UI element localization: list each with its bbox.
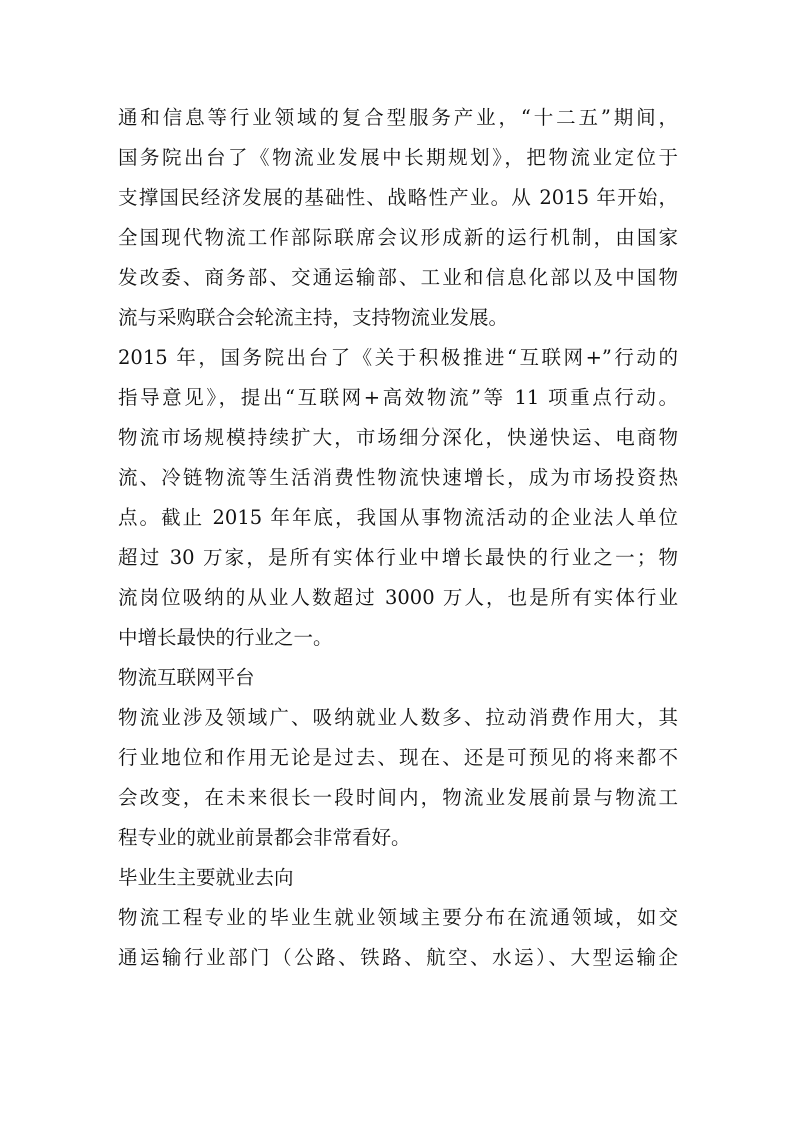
text-line: 通和信息等行业领域的复合型服务产业，“十二五”期间，	[118, 106, 678, 129]
section-heading: 毕业生主要就业去向	[118, 866, 294, 889]
text-line: 会改变，在未来很长一段时间内，物流业发展前景与物流工	[118, 786, 678, 809]
text-line: 支撑国民经济发展的基础性、战略性产业。从 2015 年开始，	[118, 186, 678, 209]
text-line: 物流工程专业的毕业生就业领域主要分布在流通领域，如交	[118, 906, 678, 929]
text-line: 流、冷链物流等生活消费性物流快速增长，成为市场投资热	[118, 466, 678, 489]
text-line: 超过 30 万家，是所有实体行业中增长最快的行业之一；物	[118, 546, 678, 569]
section-heading: 物流互联网平台	[118, 666, 255, 689]
text-line: 中增长最快的行业之一。	[118, 626, 333, 649]
text-line: 国务院出台了《物流业发展中长期规划》，把物流业定位于	[118, 146, 678, 169]
text-line: 发改委、商务部、交通运输部、工业和信息化部以及中国物	[118, 266, 678, 289]
text-line: 2015 年，国务院出台了《关于积极推进“互联网+”行动的	[118, 346, 678, 369]
text-line: 指导意见》，提出“互联网+高效物流”等 11 项重点行动。	[118, 386, 678, 409]
text-line: 物流市场规模持续扩大，市场细分深化，快递快运、电商物	[118, 426, 678, 449]
text-line: 流与采购联合会轮流主持，支持物流业发展。	[118, 306, 509, 329]
document-body	[118, 98, 678, 978]
text-line: 通运输行业部门（公路、铁路、航空、水运）、大型运输企	[118, 946, 678, 969]
text-line: 点。截止 2015 年年底，我国从事物流活动的企业法人单位	[118, 506, 678, 529]
text-line: 流岗位吸纳的从业人数超过 3000 万人，也是所有实体行业	[118, 586, 678, 609]
text-line: 程专业的就业前景都会非常看好。	[118, 826, 411, 849]
text-line: 全国现代物流工作部际联席会议形成新的运行机制，由国家	[118, 226, 678, 249]
text-line: 行业地位和作用无论是过去、现在、还是可预见的将来都不	[118, 746, 678, 769]
text-line: 物流业涉及领域广、吸纳就业人数多、拉动消费作用大，其	[118, 706, 678, 729]
